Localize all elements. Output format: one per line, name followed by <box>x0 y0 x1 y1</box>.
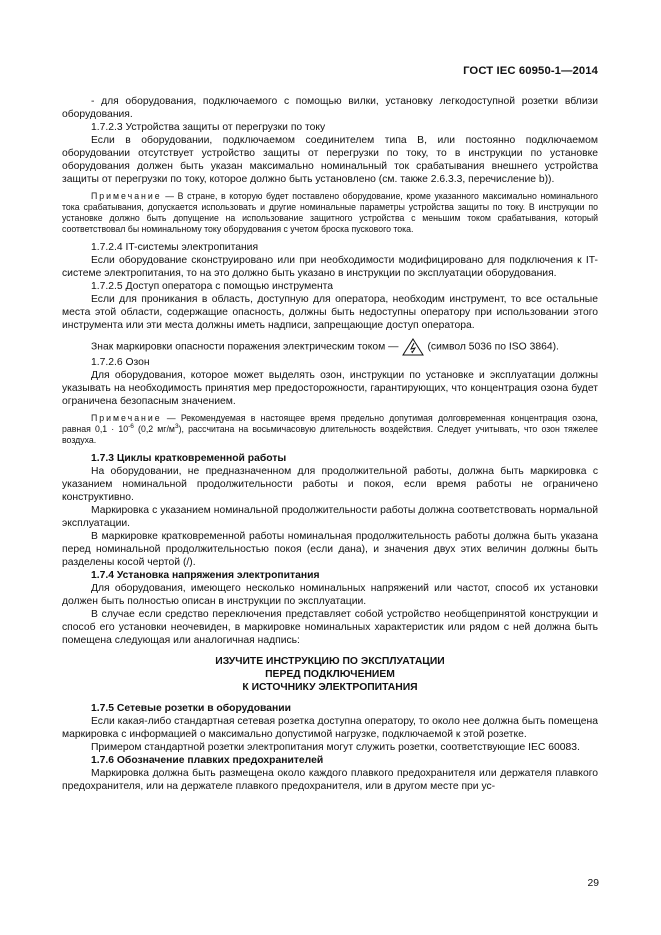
paragraph: Примером стандартной розетки электропитания могут служить розетки, соответствующие IEC 60083. <box>91 742 580 753</box>
high-voltage-warning-icon <box>402 338 424 356</box>
paragraph: Маркировка должна быть размещена около каждого плавкого предохранителя или держателя плавкого предохранителя, или на держателе плавкого предохранителя, или в другом месте при ус- <box>62 768 598 792</box>
warning-sign-paragraph <box>62 338 598 356</box>
section-heading-1-7-2-4: 1.7.2.4 IT-системы электропитания <box>91 242 259 253</box>
note-label: Примечание <box>91 191 162 201</box>
paragraph: В маркировке кратковременной работы номинальная продолжительность работы должна быть указана перед номинальной продолжительностью покоя (если дана), и значения двух этих величин должны быть разделены косой чертой (/). <box>62 531 598 568</box>
paragraph: Если какая-либо стандартная сетевая розетка доступна оператору, то около нее должна быть помещена маркировка с информацией о максимально допустимой нагрузке, подключаемой к этой розетке. <box>62 716 598 740</box>
paragraph: Для оборудования, имеющего несколько номинальных напряжений или частот, способ их установки должен быть полностью описан в инструкции по эксплуатации. <box>62 583 598 607</box>
paragraph: - для оборудования, подключаемого с помощью вилки, установку легкодоступной розетки вблизи оборудования. <box>62 96 598 120</box>
sign-text-before: Знак маркировки опасности поражения электрическим током — <box>91 341 399 353</box>
paragraph: Для оборудования, которое может выделять озон, инструкции по установке и эксплуатации должны указывать на необходимость принятия мер предосторожности, гарантирующих, что концентрация озона будет ограничена безопасным значением. <box>62 370 598 407</box>
note-superscript: 3 <box>174 423 179 431</box>
note-text: — В стране, в которую будет поставлено оборудование, кроме указанного максимально номинального тока срабатывания, допускается использовать и другие номинальные параметры устройства защиты по току. В инструкции по установке должно быть допущение на использование защитного устройства с меньшим током срабатывания, который соответствовал бы номинальному току оборудования с учетом броска пускового тока. <box>62 191 598 234</box>
section-heading-1-7-3: 1.7.3 Циклы кратковременной работы <box>91 453 287 464</box>
page-number: 29 <box>587 878 599 889</box>
paragraph: Если оборудование сконструировано или при необходимости модифицировано для подключения к IT-системе электропитания, то на это должно быть указано в инструкции по эксплуатации оборудования. <box>62 255 598 279</box>
caption-line: ИЗУЧИТЕ ИНСТРУКЦИЮ ПО ЭКСПЛУАТАЦИИ <box>215 656 445 667</box>
note-text: — Рекомендуемая в настоящее время предельно допутимая долговременная концентрация озона, равная 0,1 · 10 <box>62 413 598 434</box>
sign-text-after: (символ 5036 по ISO 3864). <box>427 341 559 353</box>
paragraph: В случае если средство переключения представляет собой устройство необщепринятой конструкции и способ его установки неочевиден, в маркировке номинальных характеристик или рядом с ней должна быть помещена следующая или аналогичная надпись: <box>62 609 598 646</box>
paragraph: Если в оборудовании, подключаемом соединителем типа В, или постоянно подключаемом оборудовании отсутствует устройство защиты от перегрузки по току, то в инструкции по установке оборудования должен быть указан максимально номинальный ток срабатывания внешнего устройства защиты от перегрузки по току, которое должно быть установлено (см. также 2.6.3.3, перечисление b)). <box>62 135 598 185</box>
caption-line: ПЕРЕД ПОДКЛЮЧЕНИЕМ <box>265 669 395 680</box>
section-heading-1-7-2-5: 1.7.2.5 Доступ оператора с помощью инструмента <box>91 281 334 292</box>
document-code-header: ГОСТ IEC 60950-1—2014 <box>463 65 598 77</box>
section-heading-1-7-2-6: 1.7.2.6 Озон <box>91 357 150 368</box>
section-heading-1-7-5: 1.7.5 Сетевые розетки в оборудовании <box>91 703 291 714</box>
note <box>62 191 598 235</box>
note-text: ), рассчитана на восьмичасовую длительность воздействия. Следует учитывать, что озон тяжелее воздуха. <box>62 424 598 445</box>
note-text: (0,2 мг/м <box>133 424 175 434</box>
section-heading-1-7-2-3: 1.7.2.3 Устройства защиты от перегрузки по току <box>91 122 326 133</box>
paragraph: Маркировка с указанием номинальной продолжительности работы должна соответствовать нормальной эксплуатации. <box>62 505 598 529</box>
note-superscript: -6 <box>128 423 134 431</box>
page-content <box>62 95 598 793</box>
section-heading-1-7-4: 1.7.4 Установка напряжения электропитания <box>91 570 320 581</box>
paragraph: Если для проникания в область, доступную для оператора, необходим инструмент, то все остальные места этой области, содержащие опасность, должны быть недоступны оператору при использовании этого инструмента или эти места должны иметь надписи, запрещающие доступ оператора. <box>62 294 598 331</box>
paragraph: На оборудовании, не предназначенном для продолжительной работы, должна быть маркировка с указанием номинальной продолжительности работы и покоя, если время работы не ограничено конструктивно. <box>62 466 598 503</box>
section-heading-1-7-6: 1.7.6 Обозначение плавких предохранителей <box>91 755 324 766</box>
note-label: Примечание <box>91 413 162 423</box>
caption-line: К ИСТОЧНИКУ ЭЛЕКТРОПИТАНИЯ <box>242 682 418 693</box>
note <box>62 413 598 446</box>
